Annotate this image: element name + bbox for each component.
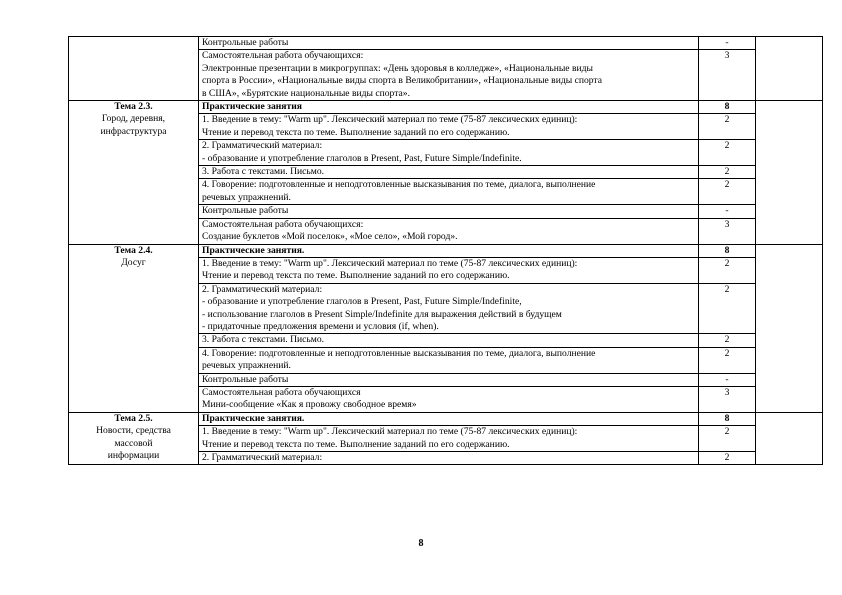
page-number: 8 bbox=[418, 538, 424, 549]
hours-cell: - bbox=[699, 37, 756, 50]
content-cell bbox=[199, 166, 699, 179]
content-line: Мини-сообщение «Как я провожу свободное время» bbox=[202, 399, 417, 411]
topic-cell-empty bbox=[69, 37, 199, 101]
hours-cell: 8 bbox=[699, 101, 756, 114]
content-line: 1. Введение в тему: "Warm up". Лексический материал по теме (75-87 лексических единиц): bbox=[202, 257, 578, 269]
content-cell bbox=[199, 101, 699, 114]
topic-subtitle: массовой bbox=[114, 437, 153, 449]
table-row bbox=[69, 244, 823, 257]
content-line: Самостоятельная работа обучающихся: bbox=[202, 50, 364, 62]
content-line: Контрольные работы bbox=[202, 37, 289, 48]
content-line: - придаточные предложения времени и условия (if, when). bbox=[202, 320, 439, 332]
topic-cell bbox=[69, 101, 199, 244]
content-cell bbox=[199, 373, 699, 386]
hours-cell: 2 bbox=[699, 452, 756, 465]
hours-cell: 2 bbox=[699, 334, 756, 347]
content-cell bbox=[199, 140, 699, 166]
content-line: Контрольные работы bbox=[202, 205, 289, 217]
content-line: речевых упражнений. bbox=[202, 191, 291, 203]
content-cell bbox=[199, 257, 699, 283]
hours-cell: 3 bbox=[699, 386, 756, 412]
content-line: - использование глаголов в Present Simple/Indefinite для выражения действий в будущем bbox=[202, 308, 562, 320]
extra-cell bbox=[756, 37, 823, 101]
content-line: 1. Введение в тему: "Warm up". Лексический материал по теме (75-87 лексических единиц): bbox=[202, 426, 578, 438]
hours-cell: 2 bbox=[699, 283, 756, 334]
content-line: 3. Работа с текстами. Письмо. bbox=[202, 334, 325, 346]
table-row bbox=[69, 37, 823, 50]
content-cell bbox=[199, 205, 699, 218]
content-line: спорта в России», «Национальные виды спорта в Великобритании», «Национальные виды спорта bbox=[202, 75, 603, 87]
content-line: - образование и употребление глаголов в Present, Past, Future Simple/Indefinite, bbox=[202, 296, 522, 308]
content-cell bbox=[199, 426, 699, 452]
content-cell bbox=[199, 37, 699, 50]
hours-cell: 3 bbox=[699, 50, 756, 101]
content-cell bbox=[199, 347, 699, 373]
topic-cell bbox=[69, 412, 199, 465]
content-line: в США», «Бурятские национальные виды спорта». bbox=[202, 87, 410, 99]
topic-title: Тема 2.4. bbox=[114, 244, 153, 256]
content-line: Самостоятельная работа обучающихся bbox=[202, 386, 361, 398]
content-line: речевых упражнений. bbox=[202, 360, 291, 372]
content-line: Чтение и перевод текста по теме. Выполнение заданий по его содержанию. bbox=[202, 126, 510, 138]
content-line: Контрольные работы bbox=[202, 373, 289, 385]
content-cell bbox=[199, 50, 699, 101]
content-line: Чтение и перевод текста по теме. Выполнение заданий по его содержанию. bbox=[202, 438, 510, 450]
content-line: Электронные презентации в микрогруппах: «День здоровья в колледже», «Национальные виды bbox=[202, 62, 593, 74]
topic-subtitle: Город, деревня, bbox=[101, 113, 166, 125]
content-line: Практические занятия bbox=[202, 101, 302, 113]
content-line: 4. Говорение: подготовленные и неподготовленные высказывания по теме, диалога, выполнение bbox=[202, 347, 596, 359]
content-line: 2. Грамматический материал: bbox=[202, 283, 323, 295]
topic-subtitle: Досуг bbox=[121, 256, 146, 268]
content-cell bbox=[199, 334, 699, 347]
topic-title: Тема 2.5. bbox=[114, 412, 153, 424]
topic-subtitle: Новости, средства bbox=[96, 425, 171, 437]
content-line: 1. Введение в тему: "Warm up". Лексический материал по теме (75-87 лексических единиц): bbox=[202, 114, 578, 126]
content-cell bbox=[199, 452, 699, 465]
topic-title: Тема 2.3. bbox=[114, 101, 153, 113]
hours-cell: 2 bbox=[699, 179, 756, 205]
hours-cell: 2 bbox=[699, 140, 756, 166]
hours-cell: - bbox=[699, 373, 756, 386]
hours-cell: - bbox=[699, 205, 756, 218]
content-cell bbox=[199, 386, 699, 412]
content-cell bbox=[199, 244, 699, 257]
content-line: Практические занятия. bbox=[202, 412, 305, 424]
hours-cell: 2 bbox=[699, 257, 756, 283]
content-cell bbox=[199, 218, 699, 244]
content-cell bbox=[199, 283, 699, 334]
hours-cell: 2 bbox=[699, 114, 756, 140]
hours-cell: 8 bbox=[699, 412, 756, 425]
hours-cell: 2 bbox=[699, 426, 756, 452]
content-line: 2. Грамматический материал: bbox=[202, 140, 323, 152]
topic-subtitle: информации bbox=[107, 450, 160, 461]
hours-cell: 3 bbox=[699, 218, 756, 244]
curriculum-table bbox=[68, 36, 823, 465]
content-line: Чтение и перевод текста по теме. Выполнение заданий по его содержанию. bbox=[202, 270, 510, 282]
extra-cell bbox=[756, 244, 823, 412]
topic-subtitle: инфраструктура bbox=[100, 125, 167, 137]
content-cell bbox=[199, 179, 699, 205]
content-line: 3. Работа с текстами. Письмо. bbox=[202, 166, 325, 178]
content-cell bbox=[199, 412, 699, 425]
hours-cell: 8 bbox=[699, 244, 756, 257]
table-row bbox=[69, 412, 823, 425]
content-line: 2. Грамматический материал: bbox=[202, 452, 323, 463]
extra-cell bbox=[756, 101, 823, 244]
content-line: Самостоятельная работа обучающихся: bbox=[202, 218, 364, 230]
content-line: Практические занятия. bbox=[202, 244, 305, 256]
content-line: - образование и употребление глаголов в Present, Past, Future Simple/Indefinite. bbox=[202, 152, 522, 164]
hours-cell: 2 bbox=[699, 347, 756, 373]
table-row bbox=[69, 101, 823, 114]
extra-cell bbox=[756, 412, 823, 465]
hours-cell: 2 bbox=[699, 166, 756, 179]
content-line: Создание буклетов «Мой поселок», «Мое село», «Мой город». bbox=[202, 231, 458, 243]
topic-cell bbox=[69, 244, 199, 412]
content-cell bbox=[199, 114, 699, 140]
content-line: 4. Говорение: подготовленные и неподготовленные высказывания по теме, диалога, выполнение bbox=[202, 179, 596, 191]
